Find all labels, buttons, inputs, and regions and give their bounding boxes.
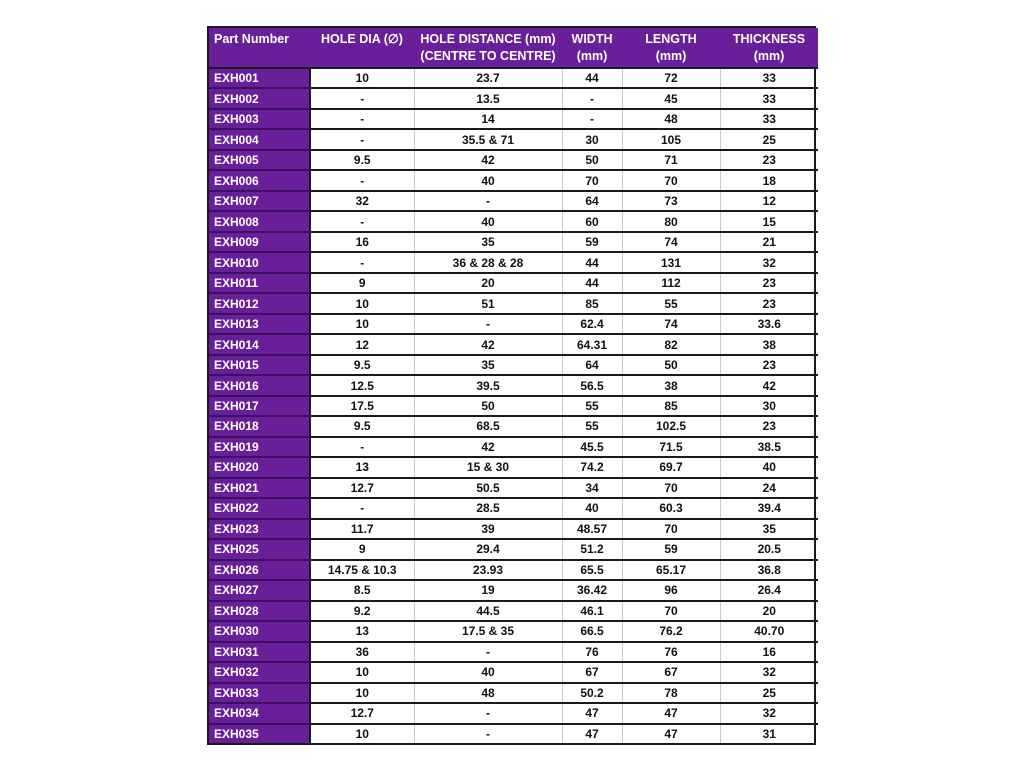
hole-dia-cell: 13 — [310, 621, 414, 641]
hole-distance-cell: 44.5 — [414, 601, 562, 621]
part-number-cell: EXH010 — [209, 252, 310, 272]
width-cell: 66.5 — [562, 621, 622, 641]
hole-dia-cell: - — [310, 109, 414, 129]
width-cell: 44 — [562, 273, 622, 293]
header-label: HOLE DIA (∅) — [321, 32, 403, 46]
part-number-cell: EXH007 — [209, 191, 310, 211]
table-row — [209, 457, 818, 477]
part-number-cell: EXH023 — [209, 519, 310, 539]
part-number-cell: EXH026 — [209, 560, 310, 580]
hole-dia-cell: 9.5 — [310, 416, 414, 436]
width-cell: - — [562, 109, 622, 129]
length-cell: 67 — [622, 662, 720, 682]
hole-dia-cell: - — [310, 252, 414, 272]
hole-dia-cell: 10 — [310, 724, 414, 744]
thickness-cell: 23 — [720, 293, 818, 313]
parts-dimension-table — [209, 28, 818, 743]
width-cell: 47 — [562, 724, 622, 744]
part-number-cell: EXH004 — [209, 129, 310, 149]
header-label: WIDTH — [571, 32, 613, 46]
table-row — [209, 252, 818, 272]
width-cell: 85 — [562, 293, 622, 313]
header-label: LENGTH — [645, 32, 697, 46]
hole-dia-cell: 10 — [310, 68, 414, 88]
table-row — [209, 601, 818, 621]
length-cell: 112 — [622, 273, 720, 293]
length-cell: 71 — [622, 150, 720, 170]
thickness-cell: 24 — [720, 478, 818, 498]
hole-dia-cell: 13 — [310, 457, 414, 477]
width-cell: 64 — [562, 191, 622, 211]
length-cell: 73 — [622, 191, 720, 211]
length-cell: 59 — [622, 539, 720, 559]
hole-distance-cell: 23.93 — [414, 560, 562, 580]
hole-distance-cell: 29.4 — [414, 539, 562, 559]
width-cell: 62.4 — [562, 314, 622, 334]
length-cell: 48 — [622, 109, 720, 129]
hole-dia-cell: - — [310, 88, 414, 108]
thickness-cell: 39.4 — [720, 498, 818, 518]
part-number-cell: EXH005 — [209, 150, 310, 170]
hole-dia-cell: - — [310, 129, 414, 149]
thickness-cell: 31 — [720, 724, 818, 744]
hole-distance-cell: 39.5 — [414, 375, 562, 395]
hole-distance-cell: 35.5 & 71 — [414, 129, 562, 149]
part-number-cell: EXH016 — [209, 375, 310, 395]
table-row — [209, 88, 818, 108]
table-row — [209, 662, 818, 682]
thickness-cell: 36.8 — [720, 560, 818, 580]
hole-distance-cell: 50 — [414, 396, 562, 416]
hole-distance-cell: 15 & 30 — [414, 457, 562, 477]
hole-distance-cell: 50.5 — [414, 478, 562, 498]
length-cell: 60.3 — [622, 498, 720, 518]
width-cell: 74.2 — [562, 457, 622, 477]
part-number-cell: EXH032 — [209, 662, 310, 682]
part-number-cell: EXH003 — [209, 109, 310, 129]
width-cell: 45.5 — [562, 437, 622, 457]
thickness-cell: 25 — [720, 129, 818, 149]
table-row — [209, 68, 818, 88]
hole-dia-cell: 12.7 — [310, 703, 414, 723]
width-cell: 70 — [562, 170, 622, 190]
thickness-cell: 35 — [720, 519, 818, 539]
header-label: HOLE DISTANCE (mm) — [420, 32, 556, 46]
hole-distance-cell: - — [414, 642, 562, 662]
thickness-cell: 38 — [720, 334, 818, 354]
length-cell: 85 — [622, 396, 720, 416]
hole-dia-cell: 16 — [310, 232, 414, 252]
length-cell: 45 — [622, 88, 720, 108]
table-row — [209, 396, 818, 416]
hole-dia-cell: 12 — [310, 334, 414, 354]
part-number-cell: EXH027 — [209, 580, 310, 600]
width-cell: 46.1 — [562, 601, 622, 621]
header-width — [562, 28, 622, 68]
thickness-cell: 25 — [720, 683, 818, 703]
length-cell: 70 — [622, 170, 720, 190]
hole-distance-cell: 35 — [414, 355, 562, 375]
parts-spec-sheet — [207, 26, 816, 745]
hole-distance-cell: - — [414, 724, 562, 744]
header-label: THICKNESS — [732, 32, 806, 46]
hole-dia-cell: - — [310, 170, 414, 190]
thickness-cell: 18 — [720, 170, 818, 190]
thickness-cell: 16 — [720, 642, 818, 662]
hole-distance-cell: 42 — [414, 150, 562, 170]
length-cell: 78 — [622, 683, 720, 703]
table-body — [209, 68, 818, 743]
hole-dia-cell: 10 — [310, 314, 414, 334]
length-cell: 102.5 — [622, 416, 720, 436]
header-row — [209, 28, 818, 68]
hole-distance-cell: 39 — [414, 519, 562, 539]
thickness-cell: 33.6 — [720, 314, 818, 334]
thickness-cell: 33 — [720, 68, 818, 88]
thickness-cell: 30 — [720, 396, 818, 416]
hole-dia-cell: 9.5 — [310, 355, 414, 375]
length-cell: 96 — [622, 580, 720, 600]
hole-dia-cell: - — [310, 211, 414, 231]
table-row — [209, 560, 818, 580]
width-cell: 50 — [562, 150, 622, 170]
hole-dia-cell: 9.5 — [310, 150, 414, 170]
width-cell: 59 — [562, 232, 622, 252]
thickness-cell: 23 — [720, 273, 818, 293]
table-row — [209, 437, 818, 457]
length-cell: 71.5 — [622, 437, 720, 457]
header-hole-dia — [310, 28, 414, 68]
table-row — [209, 232, 818, 252]
table-row — [209, 150, 818, 170]
part-number-cell: EXH035 — [209, 724, 310, 744]
table-header — [209, 28, 818, 68]
header-sublabel: (CENTRE TO CENTRE) — [420, 49, 556, 63]
thickness-cell: 33 — [720, 109, 818, 129]
table-row — [209, 170, 818, 190]
hole-distance-cell: 17.5 & 35 — [414, 621, 562, 641]
header-length — [622, 28, 720, 68]
thickness-cell: 20 — [720, 601, 818, 621]
thickness-cell: 15 — [720, 211, 818, 231]
hole-dia-cell: 9.2 — [310, 601, 414, 621]
width-cell: 56.5 — [562, 375, 622, 395]
hole-dia-cell: 17.5 — [310, 396, 414, 416]
hole-distance-cell: 40 — [414, 662, 562, 682]
part-number-cell: EXH034 — [209, 703, 310, 723]
table-row — [209, 416, 818, 436]
part-number-cell: EXH030 — [209, 621, 310, 641]
length-cell: 47 — [622, 724, 720, 744]
hole-dia-cell: 10 — [310, 683, 414, 703]
width-cell: - — [562, 88, 622, 108]
table-row — [209, 375, 818, 395]
hole-dia-cell: 36 — [310, 642, 414, 662]
part-number-cell: EXH006 — [209, 170, 310, 190]
hole-dia-cell: - — [310, 498, 414, 518]
hole-dia-cell: 9 — [310, 539, 414, 559]
hole-distance-cell: 14 — [414, 109, 562, 129]
header-thickness — [720, 28, 818, 68]
table-row — [209, 334, 818, 354]
length-cell: 76 — [622, 642, 720, 662]
thickness-cell: 21 — [720, 232, 818, 252]
hole-distance-cell: 40 — [414, 170, 562, 190]
thickness-cell: 26.4 — [720, 580, 818, 600]
part-number-cell: EXH025 — [209, 539, 310, 559]
width-cell: 30 — [562, 129, 622, 149]
thickness-cell: 33 — [720, 88, 818, 108]
width-cell: 40 — [562, 498, 622, 518]
hole-dia-cell: 9 — [310, 273, 414, 293]
hole-distance-cell: 51 — [414, 293, 562, 313]
hole-dia-cell: 32 — [310, 191, 414, 211]
table-row — [209, 519, 818, 539]
table-row — [209, 129, 818, 149]
part-number-cell: EXH012 — [209, 293, 310, 313]
length-cell: 70 — [622, 519, 720, 539]
table-row — [209, 621, 818, 641]
hole-dia-cell: 10 — [310, 293, 414, 313]
table-row — [209, 293, 818, 313]
length-cell: 50 — [622, 355, 720, 375]
width-cell: 65.5 — [562, 560, 622, 580]
width-cell: 51.2 — [562, 539, 622, 559]
length-cell: 70 — [622, 478, 720, 498]
part-number-cell: EXH009 — [209, 232, 310, 252]
width-cell: 60 — [562, 211, 622, 231]
header-part-number — [209, 28, 310, 68]
length-cell: 69.7 — [622, 457, 720, 477]
width-cell: 64 — [562, 355, 622, 375]
hole-distance-cell: 42 — [414, 437, 562, 457]
part-number-cell: EXH021 — [209, 478, 310, 498]
part-number-cell: EXH011 — [209, 273, 310, 293]
table-row — [209, 724, 818, 744]
length-cell: 72 — [622, 68, 720, 88]
thickness-cell: 23 — [720, 416, 818, 436]
table-row — [209, 539, 818, 559]
part-number-cell: EXH033 — [209, 683, 310, 703]
hole-dia-cell: 11.7 — [310, 519, 414, 539]
header-sublabel: (mm) — [655, 49, 687, 63]
hole-distance-cell: 42 — [414, 334, 562, 354]
hole-distance-cell: 20 — [414, 273, 562, 293]
part-number-cell: EXH022 — [209, 498, 310, 518]
table-row — [209, 498, 818, 518]
thickness-cell: 32 — [720, 703, 818, 723]
hole-distance-cell: - — [414, 314, 562, 334]
length-cell: 70 — [622, 601, 720, 621]
length-cell: 82 — [622, 334, 720, 354]
hole-distance-cell: 68.5 — [414, 416, 562, 436]
hole-dia-cell: 10 — [310, 662, 414, 682]
header-hole-distance — [414, 28, 562, 68]
hole-distance-cell: 23.7 — [414, 68, 562, 88]
part-number-cell: EXH028 — [209, 601, 310, 621]
part-number-cell: EXH001 — [209, 68, 310, 88]
length-cell: 74 — [622, 314, 720, 334]
table-row — [209, 191, 818, 211]
table-row — [209, 314, 818, 334]
table-row — [209, 478, 818, 498]
table-row — [209, 109, 818, 129]
length-cell: 38 — [622, 375, 720, 395]
table-row — [209, 580, 818, 600]
width-cell: 64.31 — [562, 334, 622, 354]
length-cell: 47 — [622, 703, 720, 723]
hole-distance-cell: 13.5 — [414, 88, 562, 108]
part-number-cell: EXH020 — [209, 457, 310, 477]
thickness-cell: 12 — [720, 191, 818, 211]
width-cell: 76 — [562, 642, 622, 662]
hole-dia-cell: 12.7 — [310, 478, 414, 498]
part-number-cell: EXH015 — [209, 355, 310, 375]
width-cell: 50.2 — [562, 683, 622, 703]
hole-distance-cell: 19 — [414, 580, 562, 600]
length-cell: 80 — [622, 211, 720, 231]
hole-distance-cell: 28.5 — [414, 498, 562, 518]
width-cell: 55 — [562, 416, 622, 436]
thickness-cell: 40.70 — [720, 621, 818, 641]
hole-dia-cell: 8.5 — [310, 580, 414, 600]
length-cell: 76.2 — [622, 621, 720, 641]
header-label: Part Number — [214, 32, 290, 46]
hole-distance-cell: 40 — [414, 211, 562, 231]
width-cell: 44 — [562, 68, 622, 88]
thickness-cell: 20.5 — [720, 539, 818, 559]
hole-dia-cell: - — [310, 437, 414, 457]
length-cell: 55 — [622, 293, 720, 313]
part-number-cell: EXH002 — [209, 88, 310, 108]
length-cell: 65.17 — [622, 560, 720, 580]
table-row — [209, 273, 818, 293]
hole-dia-cell: 12.5 — [310, 375, 414, 395]
length-cell: 131 — [622, 252, 720, 272]
length-cell: 74 — [622, 232, 720, 252]
thickness-cell: 38.5 — [720, 437, 818, 457]
part-number-cell: EXH018 — [209, 416, 310, 436]
part-number-cell: EXH013 — [209, 314, 310, 334]
hole-distance-cell: - — [414, 191, 562, 211]
thickness-cell: 23 — [720, 355, 818, 375]
hole-distance-cell: - — [414, 703, 562, 723]
table-row — [209, 211, 818, 231]
header-sublabel: (mm) — [576, 49, 608, 63]
hole-distance-cell: 35 — [414, 232, 562, 252]
hole-dia-cell: 14.75 & 10.3 — [310, 560, 414, 580]
part-number-cell: EXH031 — [209, 642, 310, 662]
part-number-cell: EXH014 — [209, 334, 310, 354]
width-cell: 34 — [562, 478, 622, 498]
table-row — [209, 703, 818, 723]
part-number-cell: EXH008 — [209, 211, 310, 231]
thickness-cell: 42 — [720, 375, 818, 395]
thickness-cell: 40 — [720, 457, 818, 477]
thickness-cell: 23 — [720, 150, 818, 170]
table-row — [209, 355, 818, 375]
part-number-cell: EXH019 — [209, 437, 310, 457]
width-cell: 55 — [562, 396, 622, 416]
hole-distance-cell: 36 & 28 & 28 — [414, 252, 562, 272]
width-cell: 44 — [562, 252, 622, 272]
width-cell: 36.42 — [562, 580, 622, 600]
header-sublabel: (mm) — [753, 49, 785, 63]
width-cell: 48.57 — [562, 519, 622, 539]
length-cell: 105 — [622, 129, 720, 149]
table-row — [209, 683, 818, 703]
thickness-cell: 32 — [720, 252, 818, 272]
width-cell: 47 — [562, 703, 622, 723]
part-number-cell: EXH017 — [209, 396, 310, 416]
table-row — [209, 642, 818, 662]
thickness-cell: 32 — [720, 662, 818, 682]
hole-distance-cell: 48 — [414, 683, 562, 703]
width-cell: 67 — [562, 662, 622, 682]
